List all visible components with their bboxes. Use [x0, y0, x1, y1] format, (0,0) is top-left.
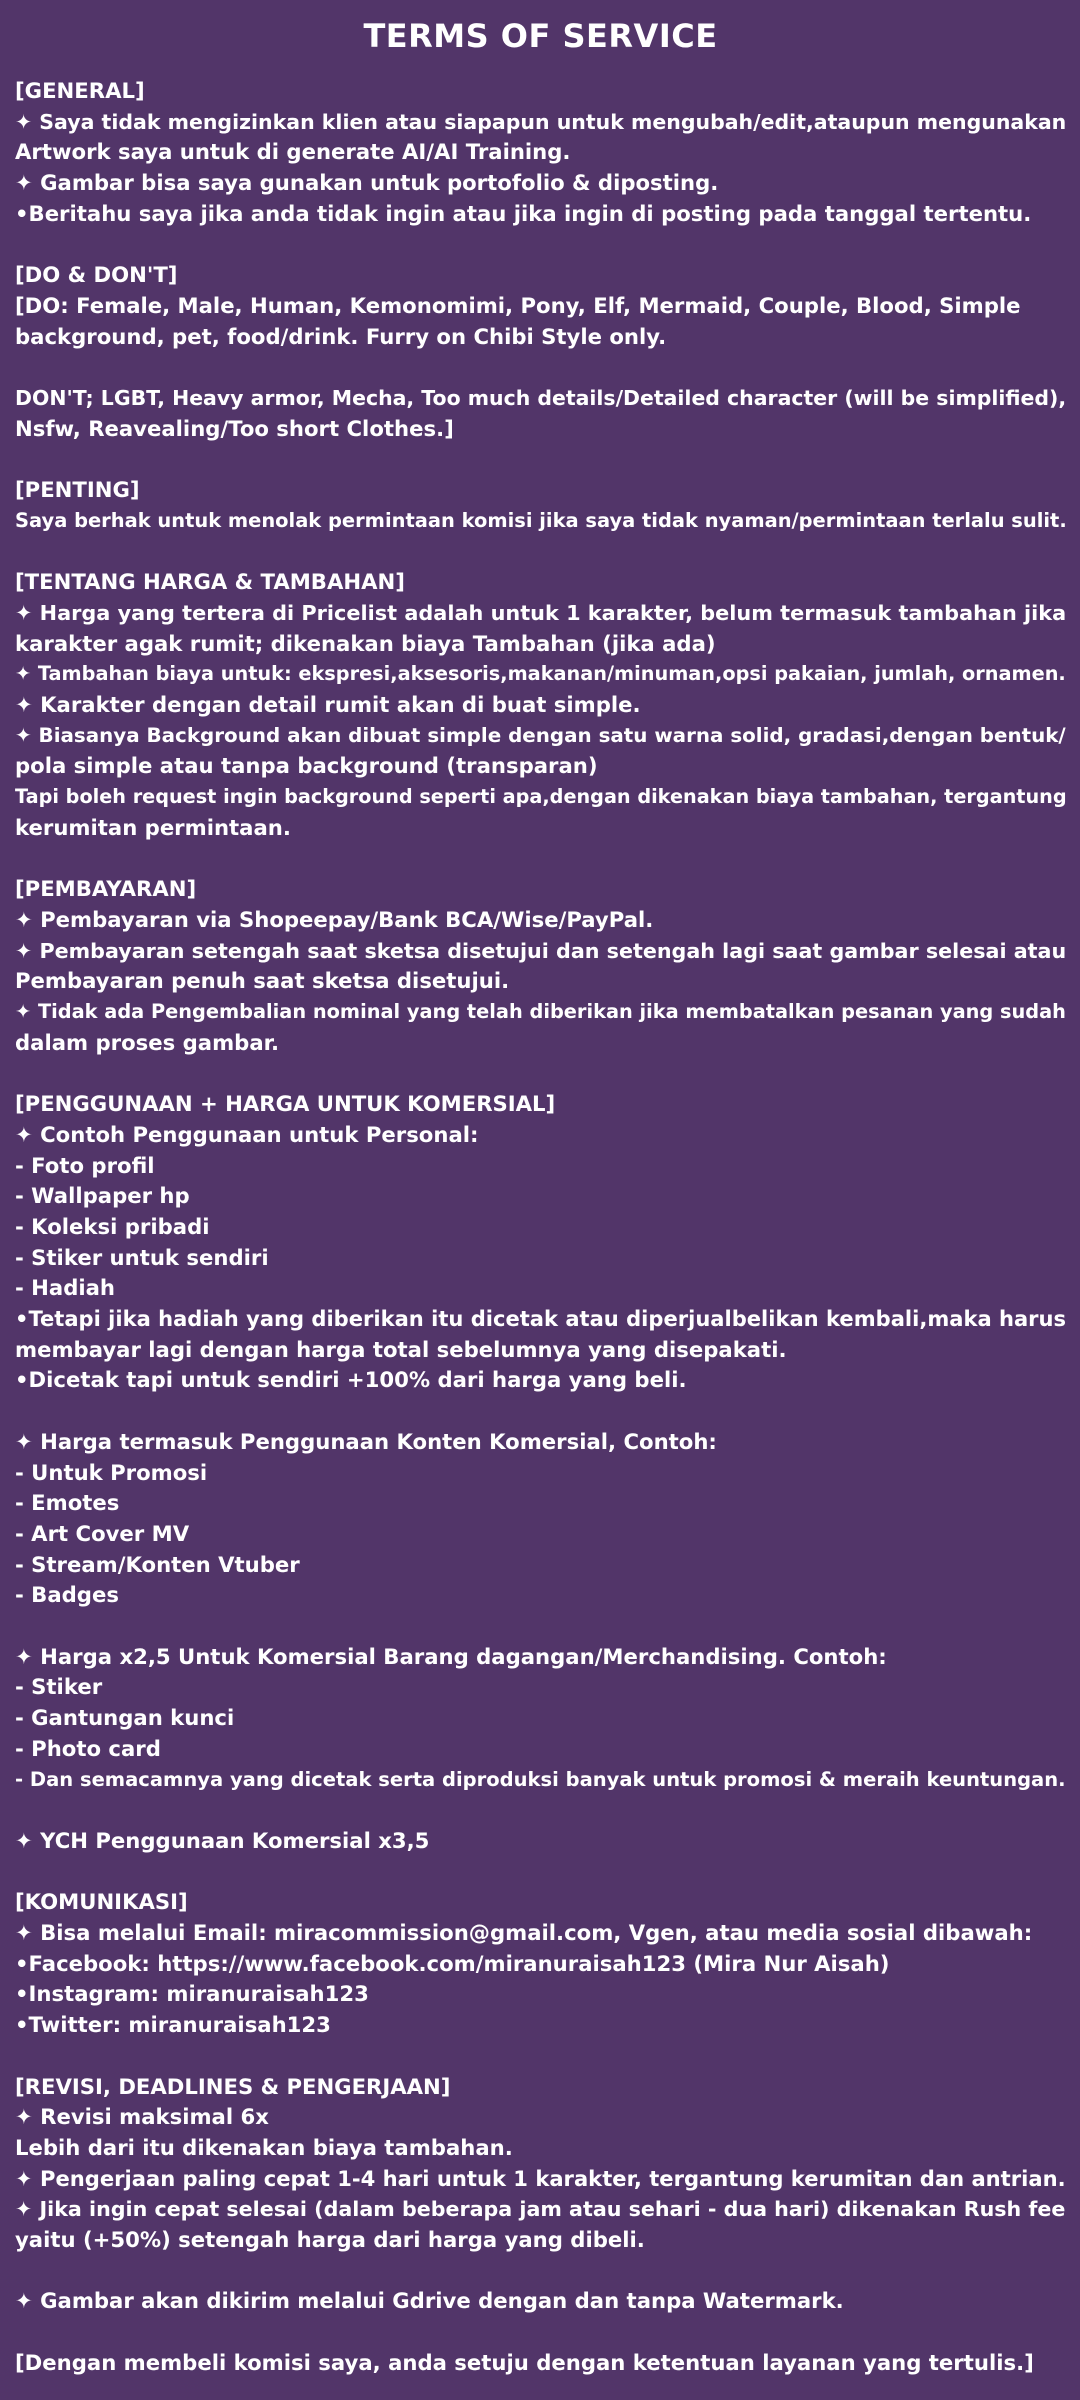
- text-line: ✦ Pengerjaan paling cepat 1-4 hari untuk 1 karakter, tergantung kerumitan dan antrian.: [15, 2165, 1066, 2191]
- text-line: - Stiker: [15, 1674, 103, 1700]
- text-line: pola simple atau tanpa background (transparan): [15, 753, 598, 779]
- text-line: - Photo card: [15, 1735, 161, 1761]
- text-line: background, pet, food/drink. Furry on Chibi Style only.: [15, 323, 667, 349]
- text-line: karakter agak rumit; dikenakan biaya Tambahan (jika ada): [15, 630, 716, 656]
- text-line: •Beritahu saya jika anda tidak ingin atau jika ingin di posting pada tanggal tertentu.: [15, 200, 1032, 226]
- blank-line: [15, 2256, 1066, 2287]
- blank-line: [15, 352, 1066, 383]
- text-line: - Gantungan kunci: [15, 1705, 235, 1731]
- text-line: kerumitan permintaan.: [15, 814, 291, 840]
- blank-line: [15, 1058, 1066, 1089]
- text-line: ✦ Harga termasuk Penggunaan Konten Komersial, Contoh:: [15, 1428, 717, 1454]
- text-line: [PENTING]: [15, 477, 140, 503]
- text-line: •Instagram: miranuraisah123: [15, 1981, 369, 2007]
- text-line: - Stiker untuk sendiri: [15, 1244, 269, 1270]
- text-line: ✦ Harga yang tertera di Pricelist adalah untuk 1 karakter, belum termasuk tambahan jika: [15, 600, 1067, 625]
- text-line: ✦ Gambar akan dikirim melalui Gdrive dengan dan tanpa Watermark.: [15, 2288, 844, 2314]
- blank-line: [15, 444, 1066, 475]
- blank-line: [15, 844, 1066, 875]
- text-line: Tapi boleh request ingin background seperti apa,dengan dikenakan biaya tambahan, tergantung: [15, 785, 1067, 809]
- text-line: - Wallpaper hp: [15, 1183, 190, 1209]
- blank-line: [15, 1795, 1066, 1826]
- text-line: ✦ Harga x2,5 Untuk Komersial Barang dagangan/Merchandising. Contoh:: [15, 1643, 887, 1669]
- terms-body: [15, 76, 1066, 2379]
- text-line: - Badges: [15, 1582, 119, 1608]
- text-line: - Dan semacamnya yang dicetak serta diproduksi banyak untuk promosi & meraih keuntungan.: [15, 1767, 1066, 1791]
- text-line: ✦ Pembayaran via Shopeepay/Bank BCA/Wise/PayPal.: [15, 906, 654, 932]
- text-line: [PEMBAYARAN]: [15, 876, 197, 902]
- text-line: ✦ Karakter dengan detail rumit akan di buat simple.: [15, 692, 641, 717]
- text-line: [KOMUNIKASI]: [15, 1889, 188, 1915]
- text-line: - Koleksi pribadi: [15, 1213, 210, 1239]
- text-line: Artwork saya untuk di generate AI/AI Training.: [15, 139, 571, 165]
- text-line: [TENTANG HARGA & TAMBAHAN]: [15, 569, 405, 595]
- text-line: ✦ Gambar bisa saya gunakan untuk portofolio & diposting.: [15, 170, 719, 196]
- text-line: ✦ Tambahan biaya untuk: ekspresi,aksesoris,makanan/minuman,opsi pakaian, jumlah, ornamen.: [15, 662, 1066, 686]
- text-line: - Stream/Konten Vtuber: [15, 1551, 300, 1577]
- text-line: DON'T; LGBT, Heavy armor, Mecha, Too much details/Detailed character (will be simplified),: [15, 386, 1067, 410]
- text-line: membayar lagi dengan harga total sebelumnya yang disepakati.: [15, 1336, 787, 1362]
- text-line: [Dengan membeli komisi saya, anda setuju dengan ketentuan layanan yang tertulis.]: [15, 2349, 1034, 2375]
- text-line: [DO: Female, Male, Human, Kemonomimi, Pony, Elf, Mermaid, Couple, Blood, Simple: [15, 292, 1021, 318]
- text-line: ✦ Tidak ada Pengembalian nominal yang telah diberikan jika membatalkan pesanan yang sudah: [15, 1000, 1066, 1024]
- text-line: [DO & DON'T]: [15, 262, 178, 288]
- text-line: ✦ Jika ingin cepat selesai (dalam beberapa jam atau sehari - dua hari) dikenakan Rush fee: [15, 2197, 1066, 2222]
- text-line: ✦ Pembayaran setengah saat sketsa disetujui dan setengah lagi saat gambar selesai atau: [15, 938, 1067, 963]
- text-line: Saya berhak untuk menolak permintaan komisi jika saya tidak nyaman/permintaan terlalu sulit.: [15, 508, 1067, 532]
- blank-line: [15, 230, 1066, 261]
- text-line: - Foto profil: [15, 1152, 155, 1178]
- blank-line: [15, 2317, 1066, 2348]
- text-line: yaitu (+50%) setengah harga dari harga yang dibeli.: [15, 2227, 645, 2253]
- text-line: ✦ Saya tidak mengizinkan klien atau siapapun untuk mengubah/edit,ataupun mengunakan: [15, 109, 1067, 134]
- blank-line: [15, 1396, 1066, 1427]
- text-line: ✦ YCH Penggunaan Komersial x3,5: [15, 1827, 430, 1853]
- text-line: •Facebook: https://www.facebook.com/miranuraisah123 (Mira Nur Aisah): [15, 1950, 890, 1976]
- text-line: - Hadiah: [15, 1275, 116, 1301]
- text-line: ✦ Biasanya Background akan dibuat simple dengan satu warna solid, gradasi,dengan bentuk/: [15, 723, 1066, 747]
- text-line: •Dicetak tapi untuk sendiri +100% dari harga yang beli.: [15, 1367, 687, 1393]
- text-line: dalam proses gambar.: [15, 1029, 280, 1055]
- blank-line: [15, 1611, 1066, 1642]
- text-line: - Art Cover MV: [15, 1520, 190, 1546]
- text-line: Lebih dari itu dikenakan biaya tambahan.: [15, 2134, 513, 2160]
- blank-line: [15, 2041, 1066, 2072]
- text-line: [REVISI, DEADLINES & PENGERJAAN]: [15, 2073, 451, 2099]
- text-line: Nsfw, Reavealing/Too short Clothes.]: [15, 415, 454, 441]
- text-line: ✦ Bisa melalui Email: miracommission@gmail.com, Vgen, atau media sosial dibawah:: [15, 1920, 1033, 1946]
- text-line: [GENERAL]: [15, 78, 145, 103]
- text-line: ✦ Revisi maksimal 6x: [15, 2104, 269, 2130]
- blank-line: [15, 537, 1066, 568]
- text-line: Pembayaran penuh saat sketsa disetujui.: [15, 968, 510, 994]
- text-line: •Tetapi jika hadiah yang diberikan itu dicetak atau diperjualbelikan kembali,maka harus: [15, 1306, 1067, 1332]
- text-line: - Emotes: [15, 1490, 120, 1516]
- text-line: - Untuk Promosi: [15, 1459, 208, 1485]
- text-line: •Twitter: miranuraisah123: [15, 2012, 331, 2038]
- page-title: TERMS OF SERVICE: [363, 17, 718, 55]
- text-line: [PENGGUNAAN + HARGA UNTUK KOMERSIAL]: [15, 1091, 556, 1117]
- blank-line: [15, 1857, 1066, 1888]
- text-line: ✦ Contoh Penggunaan untuk Personal:: [15, 1121, 479, 1147]
